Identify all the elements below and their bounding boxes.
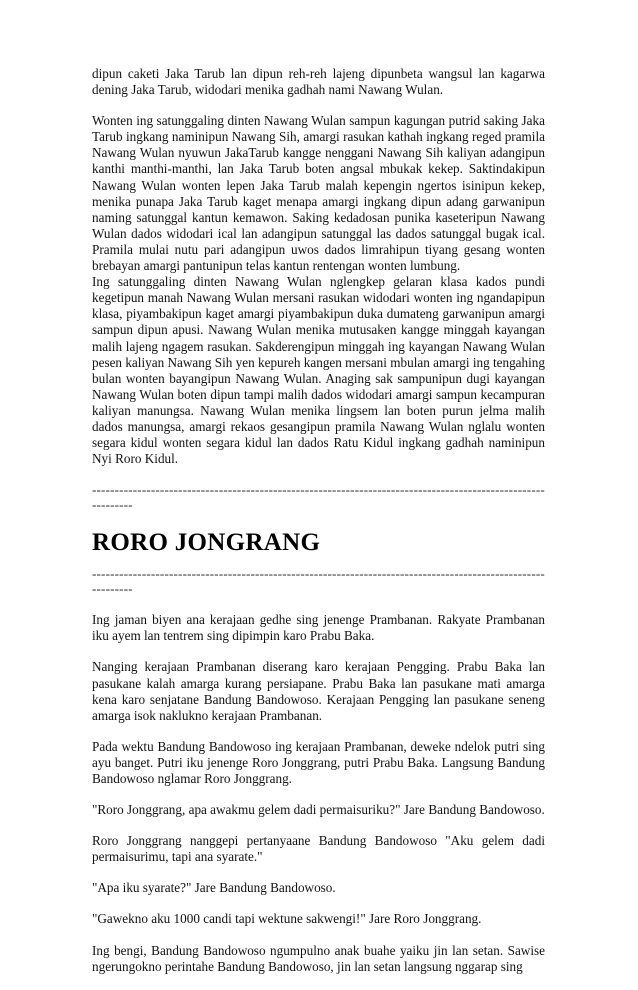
paragraph-prambanan: Ing jaman biyen ana kerajaan gedhe sing jenenge Prambanan. Rakyate Prambanan iku ayem lan tentrem sing dipimpin karo Prabu Baka. [92, 612, 545, 644]
section-title: RORO JONGRANG [92, 529, 321, 557]
separator-line-top: ------------------------------------------------------------------------------------------------------------- [92, 482, 545, 513]
paragraph-nawang-sih: Wonten ing satunggaling dinten Nawang Wulan sampun kagungan putrid saking Jaka Tarub ingkang naminipun Nawang Sih, amargi rasukan kathah ingkang reged pramila Nawang Wulan nyuwun JakaTarub kangge nenggani Nawang Sih kaliyan adangipun kanthi manthi-manthi, lan Jaka Tarub boten angsal mbukak kekep. Saktindakipun Nawang Wulan wonten lepen Jaka Tarub malah kepengin ngertos isinipun kekep, menika punapa Jaka Tarub kaget menapa amargi ingkang dipun adang garwanipun naming satunggal kantun kemawon. Saking kedadosan punika kaseteripun Nawang Wulan dados widodari ical lan adangipun satunggal las dados satunggal bugak ical. Pramila mulai nutu pari adangipun uwos dados limrahipun tiyang gesang wonten brebayan amargi pantunipun telas kantun rentengan wonten lumbung. [92, 113, 545, 274]
paragraph-night-work: Ing bengi, Bandung Bandowoso ngumpulno anak buahe yaiku jin lan setan. Sawise ngerungokno perintahe Bandung Bandowoso, jin lan setan langsung nggarap sing [92, 942, 545, 974]
document-page [92, 66, 545, 990]
paragraph-pengging-attack: Nanging kerajaan Prambanan diserang karo kerajaan Pengging. Prabu Baka lan pasukane kalah amarga kurang persiapane. Prabu Baka lan pasukane mati amarga kena karo senjatane Bandung Bandowoso. Kerajaan Pengging lan pasukane seneng amarga isok naklukno kerajaan Prambanan. [92, 659, 545, 723]
paragraph-dialogue-temples: "Gawekno aku 1000 candi tapi wektune sakwengi!" Jare Roro Jonggrang. [92, 911, 482, 927]
separator-line-bottom: ------------------------------------------------------------------------------------------------------------- [92, 566, 545, 597]
paragraph-proposal: Pada wektu Bandung Bandowoso ing kerajaan Prambanan, deweke ndelok putri sing ayu banget. Putri iku jenenge Roro Jonggrang, putri Prabu Baka. Langsung Bandung Bandowoso nglamar Roro Jonggrang. [92, 738, 545, 786]
paragraph-nyi-roro-kidul: Ing satunggaling dinten Nawang Wulan nglengkep gelaran klasa kados pundi kegetipun manah Nawang Wulan mersani rasukan widodari wonten ing ngandapipun klasa, piyambakipun kaget amargi piyambakipun duka dumateng garwanipun amargi sampun dipun apusi. Nawang Wulan menika mutusaken kangge minggah kayangan malih lajeng ngagem rasukan. Sakderengipun minggah ing kayangan Nawang Wulan pesen kaliyan Nawang Sih yen kepureh kangen mersani mbulan amargi ing tengahing bulan wonten bayangipun Nawang Wulan. Anaging sak sampunipun dugi kayangan Nawang Wulan boten dipun tampi malih dados widodari amargi sampun kecampuran kaliyan manungsa. Nawang Wulan menika lingsem lan boten purun jelma malih dados manungsa, amargi rekaos gesangipun pramila Nawang Wulan nglalu wonten segara kidul wonten segara kidul lan dados Ratu Kidul ingkang gadhah naminipun Nyi Roro Kidul. [92, 274, 545, 467]
paragraph-dialogue-answer: Roro Jonggrang nanggepi pertanyaane Bandung Bandowoso "Aku gelem dadi permaisurimu, tapi ana syarate." [92, 833, 545, 865]
paragraph-dialogue-condition: "Apa iku syarate?" Jare Bandung Bandowoso. [92, 880, 336, 896]
paragraph-jaka-tarub-intro: dipun caketi Jaka Tarub lan dipun reh-reh lajeng dipunbeta wangsul lan kagarwa dening Jaka Tarub, widodari menika gadhah nami Nawang Wulan. [92, 66, 545, 98]
paragraph-dialogue-question: "Roro Jonggrang, apa awakmu gelem dadi permaisuriku?" Jare Bandung Bandowoso. [92, 802, 545, 818]
